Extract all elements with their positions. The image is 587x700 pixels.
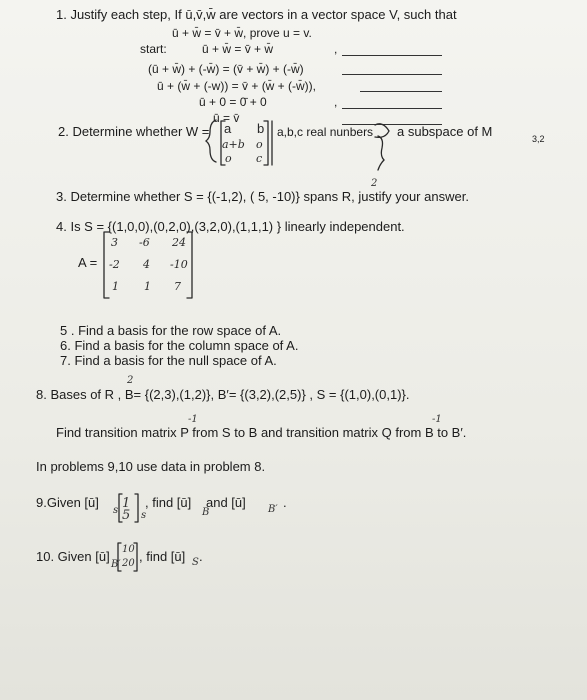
matrix-a-r3c2: 1 (144, 280, 151, 293)
q6-text: 6. Find a basis for the column space of A. (60, 338, 299, 353)
q9-prefix: 9.Given [ū] (36, 495, 99, 510)
matrix-a-r2c2: 4 (143, 258, 150, 271)
q2-matrix-left-bracket (221, 121, 225, 165)
q2-prefix: 2. Determine whether W = (58, 124, 210, 139)
q1-step-3: ū + (w̄ + (-w)) = v̄ + (w̄ + (-w̄)), (157, 79, 317, 93)
q2-right-brace (378, 136, 384, 170)
q1-step-4-comma: , (334, 95, 338, 109)
q9-vec-top: 1 (122, 496, 131, 511)
q9-vec-right-bracket (135, 494, 138, 522)
q9-sub-bprime: B′ (268, 504, 278, 515)
q2-subscript: 3,2 (532, 134, 545, 144)
q10-sub-s: S (192, 557, 199, 568)
q4-text: 4. Is S = {(1,0,0),(0,2,0),(3,2,0),(1,1,1) } linearly independent. (56, 219, 405, 234)
q1-step-2: (ū + w̄) + (-w̄) = (v̄ + w̄) + (-w̄) (148, 62, 304, 76)
q10-vec-bot: 20 (122, 558, 135, 569)
q1-step-5: ū = v̄ (213, 111, 240, 125)
matrix-a-label: A = (78, 255, 98, 270)
q9-and: and [ū] (206, 495, 246, 510)
q8-line2: Find transition matrix P from S to B and transition matrix Q from B to B′. (56, 425, 467, 440)
q8-q-inverse: -1 (432, 414, 442, 425)
q3-text: 3. Determine whether S = {(-1,2), ( 5, -10)} spans R, justify your answer. (56, 189, 469, 204)
matrix-a-r3c1: 1 (112, 280, 119, 293)
q10-prefix: 10. Given [ū] (36, 549, 110, 564)
q5-text: 5 . Find a basis for the row space of A. (60, 323, 282, 338)
q8-superscript: 2 (127, 375, 134, 386)
matrix-a-r2c1: -2 (109, 258, 120, 271)
q10-sub-bprime: B′ (111, 559, 121, 570)
q3-superscript: 2 (371, 178, 378, 189)
matrix-a-r1c3: 24 (172, 236, 186, 249)
problems-note: In problems 9,10 use data in problem 8. (36, 459, 266, 474)
q2-matrix-zero-2: o (225, 152, 232, 165)
q2-matrix-right-bracket (264, 121, 268, 165)
q1-step-1-comma: , (334, 42, 338, 56)
q2-condition: a,b,c real nunbers (277, 125, 374, 139)
q10-end: . (199, 549, 203, 564)
q10-vec-left-bracket (118, 543, 121, 571)
q10-vec-top: 10 (122, 544, 135, 555)
q2-matrix-a: a (224, 121, 232, 136)
q2-suffix: a subspace of M (397, 124, 493, 139)
q9-sub-b: B (202, 507, 210, 518)
q1-line2: ū + w̄ = v̄ + w̄, prove u = v. (172, 26, 312, 40)
q2-matrix-apb: a+b (222, 138, 245, 151)
matrix-a-r1c1: 3 (111, 236, 118, 249)
q10-vec-right-bracket (134, 543, 137, 571)
q1-start-label: start: (140, 42, 167, 56)
matrix-a-r3c3: 7 (174, 280, 181, 293)
q1-step-1: ū + w̄ = v̄ + w̄ (202, 42, 274, 56)
matrix-a-r2c3: -10 (170, 258, 188, 271)
q8-p-inverse: -1 (188, 414, 198, 425)
q9-find: , find [ū] (145, 495, 192, 510)
q1-step-4: ū + 0 = 0̄ + 0 (199, 95, 267, 109)
q1-line1: 1. Justify each step, If ū,v̄,w̄ are vectors in a vector space V, such that (56, 7, 457, 22)
q2-left-brace (206, 120, 216, 162)
q2-condition-mark (375, 124, 389, 138)
q8-text: 8. Bases of R , B= {(2,3),(1,2)}, B′= {(3,2),(2,5)} , S = {(1,0),(0,1)}. (36, 387, 410, 402)
q7-text: 7. Find a basis for the null space of A. (60, 353, 277, 368)
q9-vec-bot: 5 (122, 508, 131, 523)
matrix-a-r1c2: -6 (139, 236, 150, 249)
q10-find: , find [ū] (139, 549, 186, 564)
q9-vec-left-bracket (119, 494, 122, 522)
q2-matrix-b: b (257, 121, 265, 136)
q2-matrix-zero-1: o (256, 138, 263, 151)
q9-end: . (283, 495, 287, 510)
matrix-a-right-bracket (187, 232, 192, 298)
q9-sub-s: s (113, 505, 119, 516)
matrix-a-left-bracket (104, 232, 109, 298)
q9-sub-s2: s (141, 510, 147, 521)
q2-matrix-c: c (256, 152, 263, 165)
